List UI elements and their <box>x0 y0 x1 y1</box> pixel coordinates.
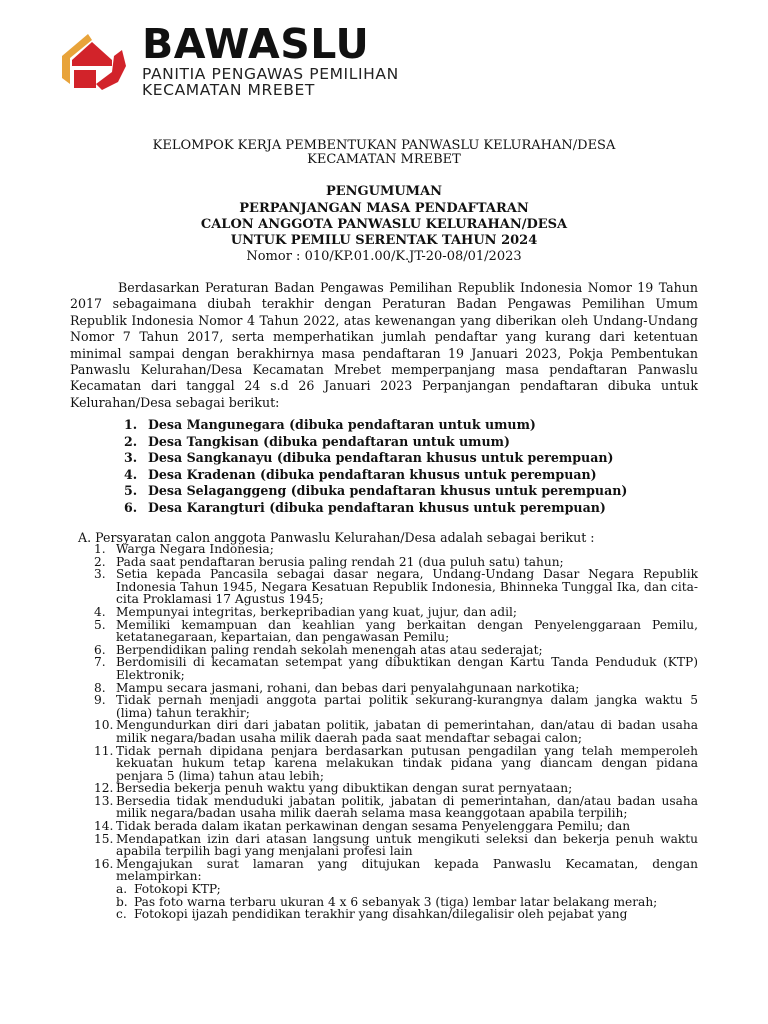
list-item <box>94 656 698 681</box>
section-a-heading: A. Persyaratan calon anggota Panwaslu Kelurahan/Desa adalah sebagai berikut : <box>78 530 595 545</box>
item-text: Berdomisili di kecamatan setempat yang dibuktikan dengan Kartu Tanda Penduduk (KTP) Elektronik; <box>116 655 698 682</box>
item-text: Mengajukan surat lamaran yang ditujukan kepada Panwaslu Kecamatan, dengan melampirkan: <box>116 856 698 884</box>
item-number: 2. <box>94 554 106 569</box>
item-text: Bersedia tidak menduduki jabatan politik, jabatan di pemerintahan, dan/atau badan usaha milik negara/badan usaha milik daerah selama masa keanggotaan apabila terpilih; <box>116 793 698 821</box>
item-letter: c. <box>116 907 127 922</box>
item-number: 7. <box>94 655 106 670</box>
item-text: Fotokopi KTP; <box>134 882 221 897</box>
announcement-number: Nomor : 010/KP.01.00/K.JT-20-08/01/2023 <box>246 249 522 264</box>
item-text: Tidak berada dalam ikatan perkawinan dengan sesama Penyelenggara Pemilu; dan <box>116 819 631 834</box>
item-number: 5. <box>124 483 138 499</box>
item-text: Desa Sangkanayu (dibuka pendaftaran khusus untuk perempuan) <box>148 450 614 466</box>
brand-name: BAWASLU <box>142 20 370 68</box>
list-item <box>120 467 680 484</box>
item-text: Mendapatkan izin dari atasan langsung untuk mengikuti seleksi dan bekerja penuh waktu apabila terpilih bagi yang menjalani profesi lain <box>116 831 698 859</box>
announcement-title-1: PENGUMUMAN <box>325 184 443 199</box>
item-number: 2. <box>124 433 138 449</box>
item-number: 11. <box>94 743 114 758</box>
committee-line-1: KELOMPOK KERJA PEMBENTUKAN PANWASLU KELURAHAN/DESA <box>152 138 616 153</box>
item-text: Desa Karangturi (dibuka pendaftaran khusus untuk perempuan) <box>148 499 606 515</box>
item-number: 4. <box>124 466 138 482</box>
item-number: 4. <box>94 604 106 619</box>
list-item <box>120 450 680 467</box>
list-item <box>120 483 680 500</box>
item-text: Mampu secara jasmani, rohani, dan bebas dari penyalahgunaan narkotika; <box>116 680 580 695</box>
item-text: Pada saat pendaftaran berusia paling rendah 21 (dua puluh satu) tahun; <box>116 554 564 569</box>
item-text: Desa Selaganggeng (dibuka pendaftaran khusus untuk perempuan) <box>148 483 628 499</box>
item-text: Mengundurkan diri dari jabatan politik, jabatan di pemerintahan, dan/atau di badan usaha milik negara/badan usaha milik daerah pada saat mendaftar sebagai calon; <box>116 718 698 745</box>
item-text: Tidak pernah dipidana penjara berdasarkan putusan pengadilan yang telah memperoleh kekuatan hukum tetap karena melakukan tindak pidana yang diancam dengan pidana penjara 5 (lima) tahun atau lebih; <box>116 743 698 783</box>
item-number: 6. <box>124 499 138 515</box>
item-number: 16. <box>94 856 114 871</box>
item-number: 10. <box>94 718 114 733</box>
item-number: 6. <box>94 642 106 657</box>
committee-line-2: KECAMATAN MREBET <box>307 152 461 167</box>
list-item <box>116 908 698 921</box>
item-number: 3. <box>94 567 106 582</box>
brand-subtitle-2: KECAMATAN MREBET <box>142 81 315 99</box>
item-number: 13. <box>94 793 114 808</box>
item-text: Bersedia bekerja penuh waktu yang dibuktikan dengan surat pernyataan; <box>116 781 573 796</box>
item-text: Pas foto warna terbaru ukuran 4 x 6 sebanyak 3 (tiga) lembar latar belakang merah; <box>134 894 658 909</box>
announcement-title-3: CALON ANGGOTA PANWASLU KELURAHAN/DESA <box>200 217 568 232</box>
item-text: Desa Kradenan (dibuka pendaftaran khusus untuk perempuan) <box>148 466 597 482</box>
item-number: 3. <box>124 450 138 466</box>
item-text: Tidak pernah menjadi anggota partai politik sekurang-kurangnya dalam jangka waktu 5 (lima) tahun terakhir; <box>116 693 698 720</box>
item-number: 1. <box>94 542 106 556</box>
list-item <box>94 719 698 744</box>
attachments-list <box>116 883 698 921</box>
item-text: Setia kepada Pancasila sebagai dasar negara, Undang-Undang Dasar Negara Republik Indonesia Tahun 1945, Negara Kesatuan Republik Indonesia, Bhinneka Tunggal Ika, dan cita-cita Proklamasi 17 Agustus 1945; <box>116 567 698 607</box>
announcement-title-2: PERPANJANGAN MASA PENDAFTARAN <box>239 201 529 216</box>
list-item <box>94 745 698 783</box>
item-number: 8. <box>94 680 106 695</box>
item-number: 14. <box>94 819 114 834</box>
item-text: Fotokopi ijazah pendidikan terakhir yang disahkan/dilegalisir oleh pejabat yang <box>134 907 628 922</box>
bawaslu-logo <box>52 20 412 99</box>
item-text: Memiliki kemampuan dan keahlian yang berkaitan dengan Penyelenggaraan Pemilu, ketatanegaraan, kepartaian, dan pengawasan Pemilu; <box>116 617 698 645</box>
brand-subtitle-1: PANITIA PENGAWAS PEMILIHAN <box>142 65 399 83</box>
list-item <box>120 500 680 517</box>
item-text: Warga Negara Indonesia; <box>116 542 274 556</box>
list-item <box>94 694 698 719</box>
list-item <box>94 795 698 820</box>
item-text: Desa Tangkisan (dibuka pendaftaran untuk umum) <box>148 433 510 449</box>
item-text: Mempunyai integritas, berkepribadian yang kuat, jujur, dan adil; <box>116 604 518 619</box>
intro-text: Berdasarkan Peraturan Badan Pengawas Pemilihan Republik Indonesia Nomor 19 Tahun 2017 sebagaimana diubah terakhir dengan Peraturan Badan Pengawas Pemilihan Umum Republik Indonesia Nomor 4 Tahun 2022, atas kewenangan yang diberikan oleh Undang-Undang Nomor 7 Tahun 2017, serta memperhatikan jumlah pendaftar yang kurang dari ketentuan minimal sampai dengan berakhirnya masa pendaftaran 19 Januari 2023, Pokja Pembentukan Panwaslu Kelurahan/Desa Kecamatan Mrebet memperpanjang masa pendaftaran Panwaslu Kecamatan dari tanggal 24 s.d 26 Januari 2023 Perpanjangan pendaftaran dibuka untuk Kelurahan/Desa sebagai berikut: <box>70 280 698 410</box>
item-number: 9. <box>94 693 106 708</box>
item-number: 15. <box>94 831 114 846</box>
list-item <box>120 434 680 451</box>
village-list <box>120 417 680 517</box>
item-number: 1. <box>124 417 138 432</box>
item-text: Berpendidikan paling rendah sekolah menengah atas atau sederajat; <box>116 642 543 657</box>
item-letter: b. <box>116 894 128 909</box>
requirements-list <box>94 543 698 921</box>
list-item <box>94 568 698 606</box>
announcement-title-4: UNTUK PEMILU SERENTAK TAHUN 2024 <box>230 233 538 248</box>
list-item <box>120 417 680 434</box>
item-number: 5. <box>94 617 106 632</box>
item-letter: a. <box>116 882 128 897</box>
list-item <box>94 833 698 858</box>
bawaslu-emblem-icon <box>52 26 132 92</box>
item-number: 12. <box>94 781 114 796</box>
intro-paragraph <box>70 280 698 411</box>
item-text: Desa Mangunegara (dibuka pendaftaran untuk umum) <box>148 417 536 432</box>
list-item <box>94 858 698 921</box>
list-item <box>94 619 698 644</box>
